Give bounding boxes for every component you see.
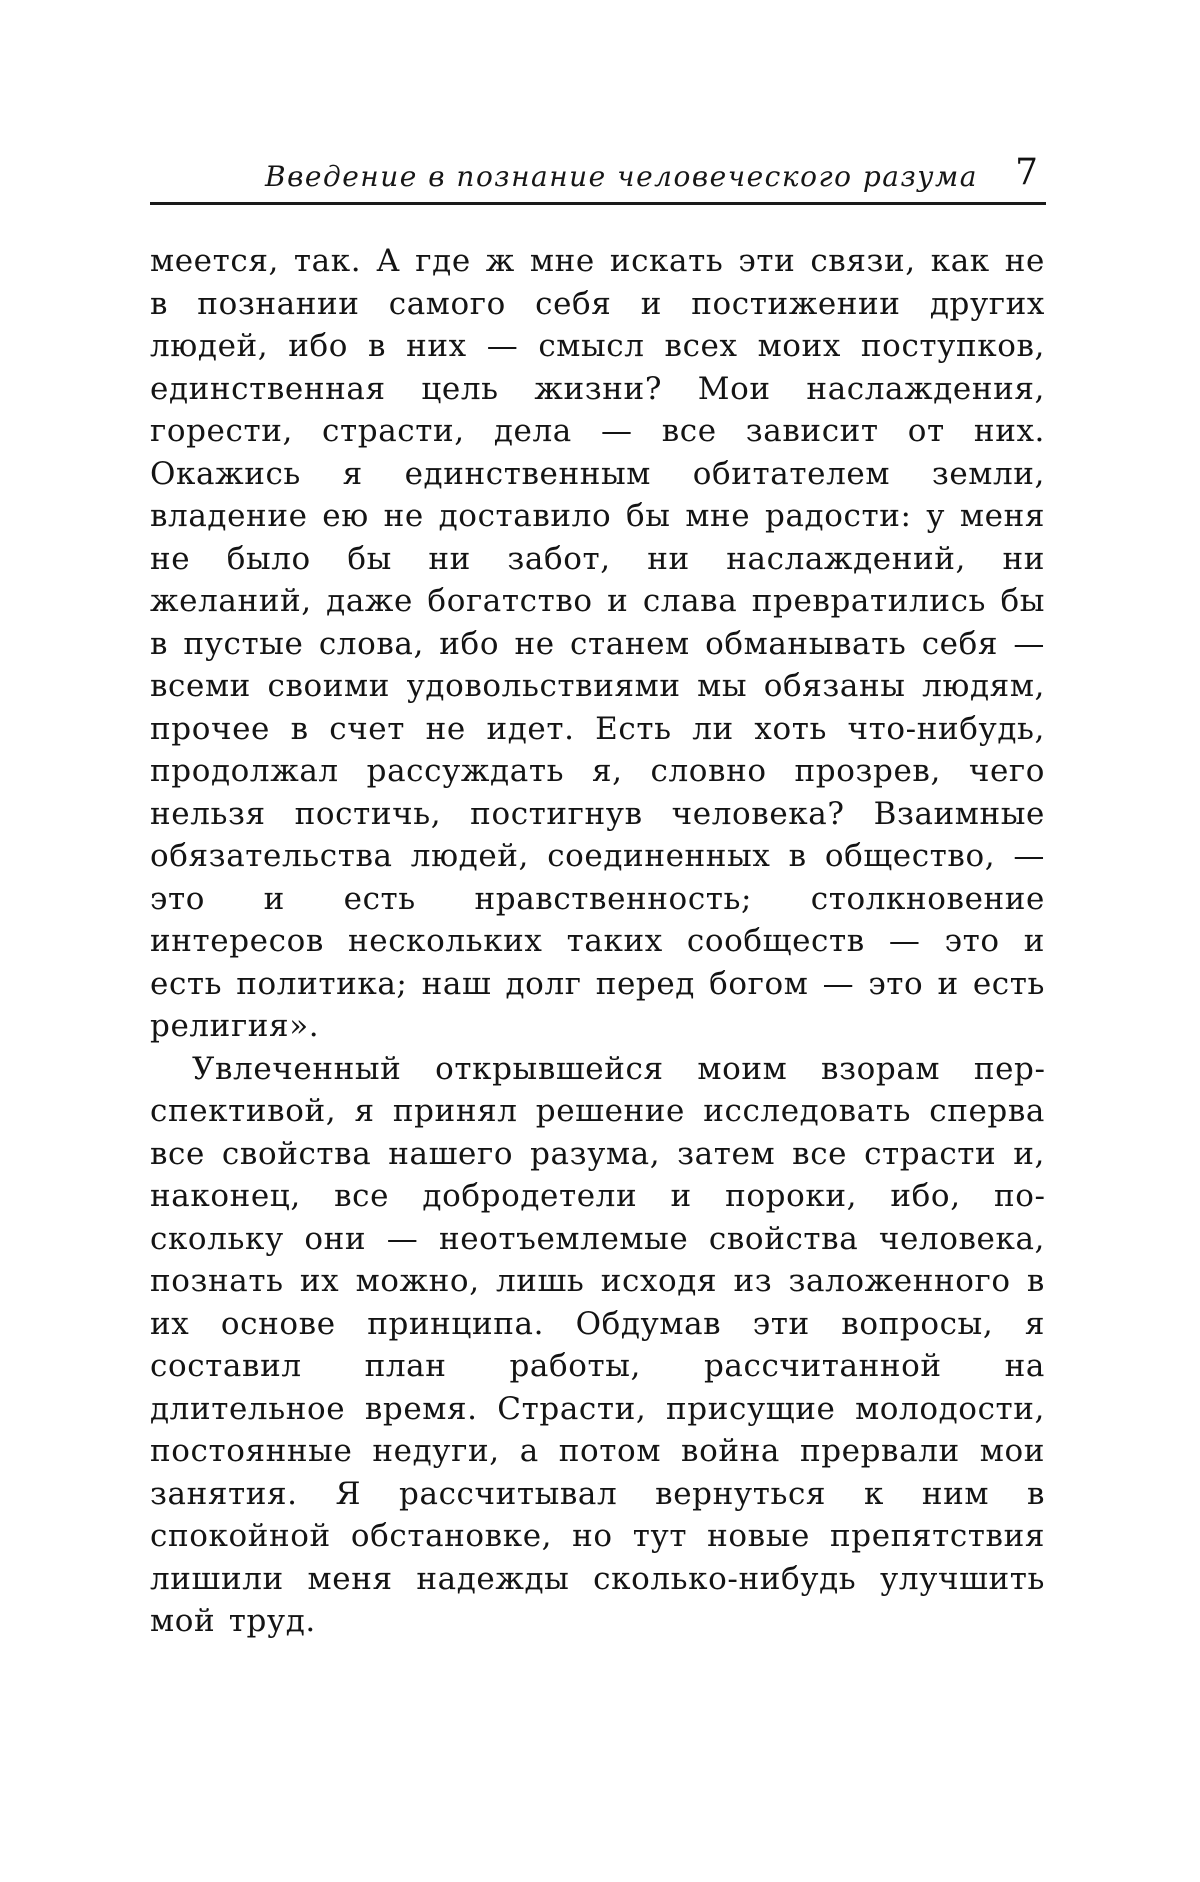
paragraph-2: Увлеченный открывшейся моим взорам перспективой, я принял решение исследовать сперва все свойства нашего разума, затем все страсти и, наконец, все добродетели и пороки, ибо, поскольку они — неотъемлемые свойства человека, познать их можно, лишь исходя из заложенного в их основе принципа. Обдумав эти вопросы, я составил план работы, рассчитанной на длительное время. Страсти, присущие молодости, постоянные недуги, а потом война прервали мои занятия. Я рассчитывал вернуться к ним в спокойной обстановке, но тут новые препятствия лишили меня надежды сколько-нибудь улучшить мой труд. <box>150 1050 1045 1639</box>
running-header <box>150 150 1050 198</box>
header-rule <box>150 202 1046 205</box>
running-header-title: Введение в познание человеческого разума <box>265 160 978 193</box>
paragraph-1: мeeтся, так. А где ж мне искать эти связи, как не в познании самого себя и постижении других людей, ибо в них — смысл всех моих поступков, единственная цель жизни? Мои наслаждения, горести, страсти, дела — все зависит от них. Окажись я единственным обитателем земли, владение ею не доставило бы мне радости: у меня не было бы ни забот, ни наслаждений, ни желаний, даже богатство и слава превратились бы в пустые слова, ибо не станем обманывать себя — всеми своими удовольствиями мы обязаны людям, прочее в счет не идет. Есть ли хоть что-нибудь, продолжал рассуждать я, словно прозрев, чего нельзя постичь, постигнув человека? Взаимные обязательства людей, соединенных в общество, — это и есть нравственность; столкновение интересов нескольких таких сообществ — это и есть политика; наш долг перед богом — это и есть религия». <box>150 243 1045 1044</box>
body-text <box>150 240 1045 1643</box>
page-number: 7 <box>1015 152 1038 193</box>
book-page <box>150 150 1050 1750</box>
